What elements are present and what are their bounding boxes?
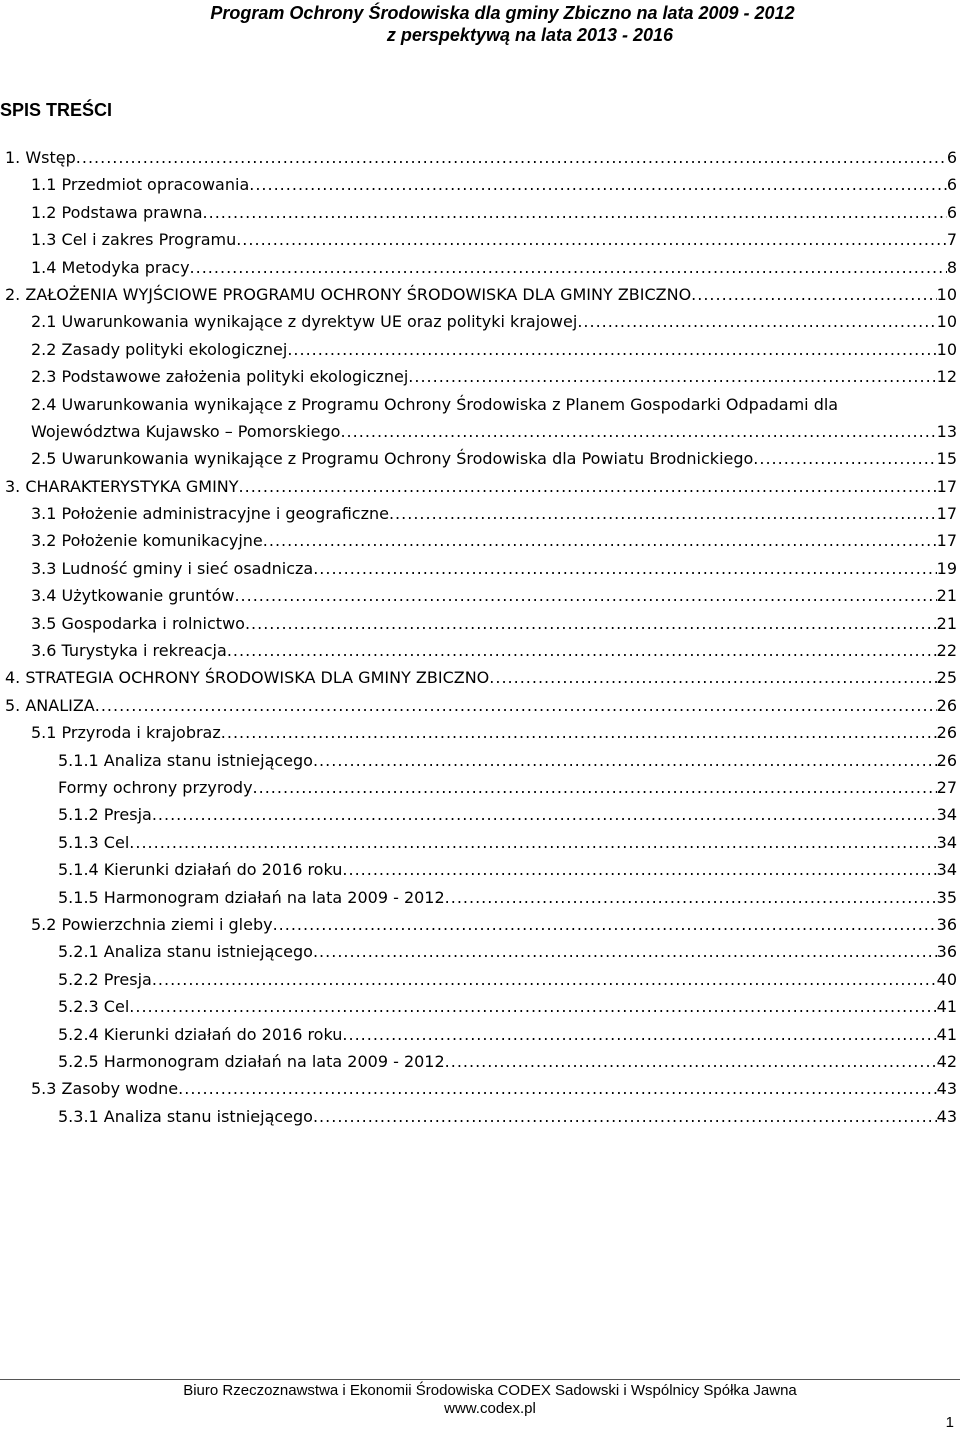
toc-entry-label: 3.6 Turystyka i rekreacja <box>31 637 227 664</box>
toc-page-number: 36 <box>937 911 957 938</box>
toc-page-number: 19 <box>937 555 957 582</box>
toc-leader-dots <box>203 199 947 226</box>
toc-page-number: 40 <box>937 966 957 993</box>
toc-entry-label: 3.5 Gospodarka i rolnictwo <box>31 610 245 637</box>
header-title: Program Ochrony Środowiska dla gminy Zbiczno na lata 2009 - 2012 <box>210 3 795 23</box>
toc-page-number: 17 <box>937 473 957 500</box>
toc-entry-label: 2.2 Zasady polityki ekologicznej <box>31 336 287 363</box>
toc-page-number: 15 <box>937 445 957 472</box>
toc-entry[interactable] <box>0 911 960 938</box>
toc-entry[interactable] <box>0 692 960 719</box>
toc-leader-dots <box>221 719 937 746</box>
toc-entry[interactable] <box>0 308 960 335</box>
toc-leader-dots <box>190 254 947 281</box>
toc-page-number: 13 <box>937 418 957 445</box>
toc-entry[interactable] <box>0 391 960 446</box>
toc-entry-label: 5.3 Zasoby wodne <box>31 1075 178 1102</box>
toc-entry[interactable] <box>0 993 960 1020</box>
toc-entry-label: 5.2.1 Analiza stanu istniejącego <box>58 938 313 965</box>
toc-page-number: 26 <box>937 692 957 719</box>
toc-entry-label: 5.1 Przyroda i krajobraz <box>31 719 221 746</box>
toc-entry-label: 2. ZAŁOŻENIA WYJŚCIOWE PROGRAMU OCHRONY ŚRODOWISKA DLA GMINY ZBICZNO <box>5 281 691 308</box>
toc-entry[interactable] <box>0 281 960 308</box>
toc-leader-dots <box>489 664 936 691</box>
toc-entry-label: 5.2.2 Presja <box>58 966 152 993</box>
toc-page-number: 21 <box>937 582 957 609</box>
toc-page-number: 34 <box>937 801 957 828</box>
toc-entry-label: 3.3 Ludność gminy i sieć osadnicza <box>31 555 313 582</box>
toc-leader-dots <box>227 637 937 664</box>
toc-entry-label: 5.1.3 Cel <box>58 829 129 856</box>
toc-leader-dots <box>239 473 937 500</box>
toc-page-number: 10 <box>937 308 957 335</box>
toc-page-number: 41 <box>937 993 957 1020</box>
toc-leader-dots <box>178 1075 936 1102</box>
toc-entry-label: 5.1.2 Presja <box>58 801 152 828</box>
toc-leader-dots <box>577 308 936 335</box>
toc-entry-label: 3. CHARAKTERYSTYKA GMINY <box>5 473 239 500</box>
toc-page-number: 21 <box>937 610 957 637</box>
toc-page-number: 26 <box>937 747 957 774</box>
toc-leader-dots <box>287 336 936 363</box>
toc-entry-label: 5.2.3 Cel <box>58 993 129 1020</box>
toc-page-number: 27 <box>937 774 957 801</box>
toc-leader-dots <box>129 993 936 1020</box>
toc-entry-label: 1. Wstęp <box>5 144 76 171</box>
toc-entry-label: 5.1.4 Kierunki działań do 2016 roku <box>58 856 342 883</box>
toc-entry[interactable] <box>0 445 960 472</box>
toc-entry[interactable] <box>0 774 960 801</box>
toc-page-number: 22 <box>937 637 957 664</box>
toc-entry-label: 4. STRATEGIA OCHRONY ŚRODOWISKA DLA GMINY ZBICZNO <box>5 664 489 691</box>
toc-page-number: 10 <box>937 336 957 363</box>
toc-entry[interactable] <box>0 1048 960 1075</box>
toc-leader-dots <box>234 582 936 609</box>
toc-entry-label: 5. ANALIZA <box>5 692 95 719</box>
toc-entry-label: 2.4 Uwarunkowania wynikające z Programu Ochrony Środowiska z Planem Gospodarki Odpadami dla <box>31 394 839 414</box>
toc-entry[interactable] <box>0 884 960 911</box>
toc-leader-dots <box>95 692 937 719</box>
toc-entry[interactable] <box>0 747 960 774</box>
page-number: 1 <box>945 1414 954 1431</box>
toc-leader-dots <box>313 555 936 582</box>
toc-entry-label: 1.3 Cel i zakres Programu <box>31 226 236 253</box>
toc-leader-dots <box>389 500 937 527</box>
toc-page-number: 36 <box>937 938 957 965</box>
toc-leader-dots <box>313 1103 937 1130</box>
toc-page-number: 34 <box>937 829 957 856</box>
toc-leader-dots <box>152 966 937 993</box>
toc-page-number: 10 <box>937 281 957 308</box>
toc-leader-dots <box>273 911 937 938</box>
toc-page-number: 42 <box>937 1048 957 1075</box>
toc-entry-label: 3.2 Położenie komunikacyjne <box>31 527 263 554</box>
header-subtitle: z perspektywą na lata 2013 - 2016 <box>386 25 674 45</box>
toc-entry[interactable] <box>0 664 960 691</box>
toc-leader-dots <box>445 1048 937 1075</box>
toc-leader-dots <box>129 829 936 856</box>
toc-leader-dots <box>263 527 937 554</box>
toc-entry-label: Województwa Kujawsko – Pomorskiego <box>31 418 340 445</box>
toc-leader-dots <box>313 747 937 774</box>
toc-leader-dots <box>236 226 947 253</box>
toc-page-number: 17 <box>937 500 957 527</box>
footer-company: Biuro Rzeczoznawstwa i Ekonomii Środowiska CODEX Sadowski i Wspólnicy Spółka Jawna <box>183 1382 797 1399</box>
toc-entry[interactable] <box>0 254 960 281</box>
toc-entry-label: 1.4 Metodyka pracy <box>31 254 190 281</box>
toc-page-number: 43 <box>937 1075 957 1102</box>
page-header <box>0 2 960 46</box>
toc-entry[interactable] <box>0 719 960 746</box>
toc-entry[interactable] <box>0 144 960 171</box>
toc-entry[interactable] <box>0 610 960 637</box>
toc-page-number: 7 <box>947 226 957 253</box>
toc-entry[interactable] <box>0 966 960 993</box>
toc-entry[interactable] <box>0 856 960 883</box>
toc-entry-label: 5.1.5 Harmonogram działań na lata 2009 - 2012 <box>58 884 445 911</box>
toc-leader-dots <box>691 281 936 308</box>
page-footer <box>0 1382 960 1418</box>
toc-entry[interactable] <box>0 938 960 965</box>
toc-page-number: 34 <box>937 856 957 883</box>
toc-entry-label: 5.1.1 Analiza stanu istniejącego <box>58 747 313 774</box>
toc-entry[interactable] <box>0 1075 960 1102</box>
toc-entry[interactable] <box>0 829 960 856</box>
toc-entry[interactable] <box>0 1021 960 1048</box>
toc-entry-label: 2.5 Uwarunkowania wynikające z Programu Ochrony Środowiska dla Powiatu Brodnickiego <box>31 445 753 472</box>
toc-page-number: 41 <box>937 1021 957 1048</box>
toc-page-number: 8 <box>947 254 957 281</box>
toc-entry[interactable] <box>0 637 960 664</box>
toc-entry[interactable] <box>0 473 960 500</box>
toc-page-number: 12 <box>937 363 957 390</box>
table-of-contents <box>0 144 960 1130</box>
toc-entry-label: 2.1 Uwarunkowania wynikające z dyrektyw UE oraz polityki krajowej <box>31 308 577 335</box>
toc-leader-dots <box>313 938 937 965</box>
toc-leader-dots <box>340 418 936 445</box>
toc-heading: SPIS TREŚCI <box>0 100 113 120</box>
toc-page-number: 25 <box>937 664 957 691</box>
toc-entry[interactable] <box>0 171 960 198</box>
toc-leader-dots <box>152 801 937 828</box>
toc-entry[interactable] <box>0 500 960 527</box>
toc-entry[interactable] <box>0 226 960 253</box>
toc-entry-label: 3.1 Położenie administracyjne i geograficzne <box>31 500 389 527</box>
toc-entry[interactable] <box>0 363 960 390</box>
toc-entry-label: 5.2.5 Harmonogram działań na lata 2009 - 2012 <box>58 1048 445 1075</box>
toc-leader-dots <box>753 445 936 472</box>
toc-page-number: 17 <box>937 527 957 554</box>
toc-entry-label: 2.3 Podstawowe założenia polityki ekologicznej <box>31 363 408 390</box>
toc-entry[interactable] <box>0 336 960 363</box>
toc-entry[interactable] <box>0 527 960 554</box>
toc-leader-dots <box>253 774 937 801</box>
toc-entry-label: 3.4 Użytkowanie gruntów <box>31 582 234 609</box>
footer-divider <box>0 1379 960 1380</box>
toc-leader-dots <box>342 1021 936 1048</box>
toc-leader-dots <box>342 856 936 883</box>
toc-entry[interactable] <box>0 801 960 828</box>
footer-website-link[interactable]: www.codex.pl <box>444 1400 536 1417</box>
toc-entry[interactable] <box>0 582 960 609</box>
toc-leader-dots <box>445 884 937 911</box>
toc-entry-label: 5.2.4 Kierunki działań do 2016 roku <box>58 1021 342 1048</box>
toc-page-number: 6 <box>947 144 957 171</box>
toc-leader-dots <box>249 171 947 198</box>
toc-page-number: 26 <box>937 719 957 746</box>
toc-entry[interactable] <box>0 555 960 582</box>
toc-entry-label: 5.2 Powierzchnia ziemi i gleby <box>31 911 273 938</box>
toc-page-number: 35 <box>937 884 957 911</box>
toc-leader-dots <box>245 610 937 637</box>
toc-entry[interactable] <box>0 1103 960 1130</box>
toc-entry[interactable] <box>0 199 960 226</box>
toc-leader-dots <box>76 144 947 171</box>
toc-leader-dots <box>408 363 936 390</box>
toc-entry-label: Formy ochrony przyrody <box>58 774 253 801</box>
toc-entry-label: 1.1 Przedmiot opracowania <box>31 171 249 198</box>
toc-entry-label: 5.3.1 Analiza stanu istniejącego <box>58 1103 313 1130</box>
toc-page-number: 6 <box>947 171 957 198</box>
toc-entry-label: 1.2 Podstawa prawna <box>31 199 203 226</box>
toc-page-number: 43 <box>937 1103 957 1130</box>
toc-page-number: 6 <box>947 199 957 226</box>
